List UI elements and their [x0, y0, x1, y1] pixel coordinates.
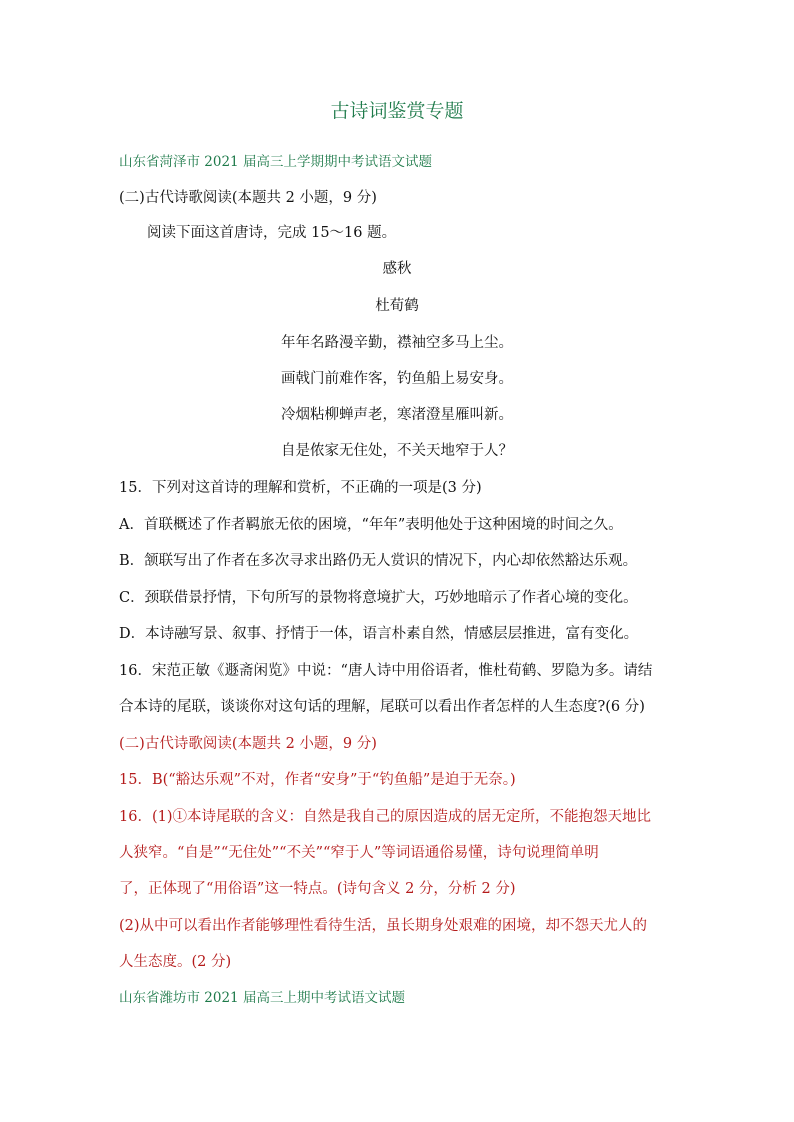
question-15-option-d: D．本诗融写景、叙事、抒情于一体，语言朴素自然，情感层层推进，富有变化。 — [119, 626, 639, 642]
poem-line: 年年名路漫辛勤，襟袖空多马上尘。 — [281, 335, 513, 351]
poem-line: 画戟门前难作客，钓鱼船上易安身。 — [281, 371, 513, 387]
question-15-option-b: B．颔联写出了作者在多次寻求出路仍无人赏识的情况下，内心却依然豁达乐观。 — [119, 553, 638, 569]
reading-instruction: 阅读下面这首唐诗，完成 15～16 题。 — [147, 225, 397, 241]
question-16-line: 合本诗的尾联，谈谈你对这句话的理解，尾联可以看出作者怎样的人生态度?(6 分) — [119, 699, 645, 715]
poem-author: 杜荀鹤 — [375, 298, 419, 314]
section-header: (二)古代诗歌阅读(本题共 2 小题，9 分) — [119, 190, 377, 206]
question-16-line: 16．宋范正敏《遯斋闲览》中说：“唐人诗中用俗语者，惟杜荀鹤、罗隐为多。请结 — [119, 663, 653, 679]
source-heading-weifang: 山东省潍坊市 2021 届高三上期中考试语文试题 — [119, 990, 405, 1006]
answer-16-line: 16．(1)①本诗尾联的含义：自然是我自己的原因造成的居无定所，不能抱怨天地比 — [119, 809, 651, 825]
answer-16-line: (2)从中可以看出作者能够理性看待生活，虽长期身处艰难的困境，却不怨天尤人的 — [119, 918, 648, 934]
poem-title: 感秋 — [382, 261, 412, 277]
answer-16-line: 人生态度。(2 分) — [119, 954, 232, 970]
poem-line: 自是侬家无住处，不关天地窄于人？ — [281, 443, 513, 459]
question-15-option-a: A．首联概述了作者羁旅无依的困境，“年年”表明他处于这种困境的时间之久。 — [119, 517, 623, 533]
answer-16-line: 人狭窄。“自是”“无住处”“不关”“窄于人”等词语通俗易懂，诗句说理简单明 — [119, 845, 599, 861]
question-15-option-c: C．颈联借景抒情，下句所写的景物将意境扩大，巧妙地暗示了作者心境的变化。 — [119, 590, 638, 606]
source-heading-heze: 山东省菏泽市 2021 届高三上学期期中考试语文试题 — [119, 154, 432, 170]
answer-16-line: 了，正体现了“用俗语”这一特点。(诗句含义 2 分，分析 2 分) — [119, 881, 516, 897]
document-title: 古诗词鉴赏专题 — [330, 100, 464, 122]
question-15-stem: 15．下列对这首诗的理解和赏析，不正确的一项是(3 分) — [119, 480, 482, 496]
answer-section-header: (二)古代诗歌阅读(本题共 2 小题，9 分) — [119, 736, 377, 752]
answer-15: 15．B(“豁达乐观”不对，作者“安身”于“钓鱼船”是迫于无奈。) — [119, 772, 516, 788]
poem-line: 冷烟粘柳蝉声老，寒渚澄星雁叫新。 — [281, 407, 513, 423]
